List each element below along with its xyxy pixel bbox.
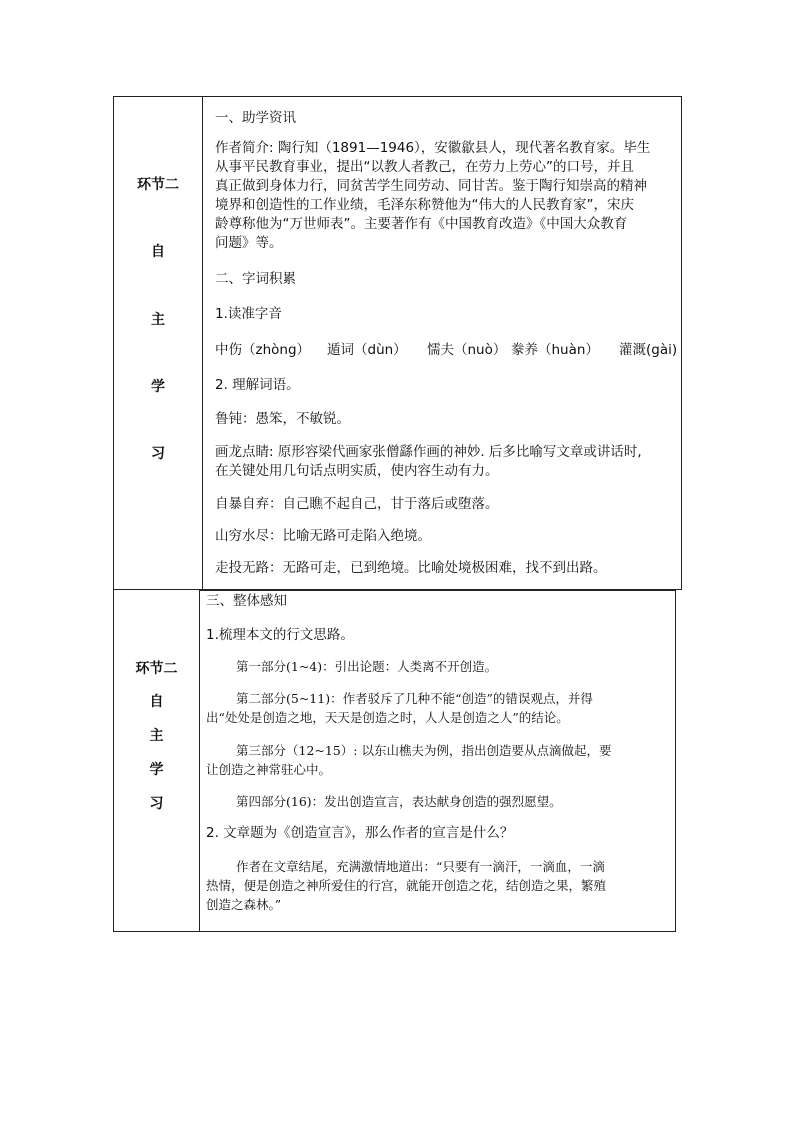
sub-heading-pronunciation: 1.读准字音 xyxy=(215,306,282,322)
structure-part: 第四部分(16)：发出创造宣言，表达献身创造的强烈愿望。 xyxy=(236,794,562,809)
author-intro-line: 从事平民教育事业，提出“以教人者教己，在劳力上劳心”的口号，并且 xyxy=(215,159,634,175)
pinyin-row xyxy=(215,341,678,359)
pinyin-item: 懦夫（nuò） xyxy=(427,342,507,358)
heading-overall-perception: 三、整体感知 xyxy=(206,593,287,609)
author-intro-line: 真正做到身体力行，同贫苦学生同劳动、同甘苦。鉴于陶行知崇高的精神 xyxy=(215,178,647,194)
side-label-char: 主 xyxy=(149,728,164,744)
side-label-char: 主 xyxy=(151,312,165,328)
section1-side-column xyxy=(114,97,203,589)
side-label-char: 学 xyxy=(149,762,164,778)
vocab-entry: 画龙点睛: 原形容梁代画家张僧繇作画的神妙. 后多比喻写文章或讲话时, xyxy=(215,444,642,460)
structure-part: 出“处处是创造之地，天天是创造之时，人人是创造之人”的结论。 xyxy=(206,710,569,725)
section2-table xyxy=(113,590,676,932)
pinyin-item: 中伤（zhòng） xyxy=(215,342,311,358)
section1-content xyxy=(203,97,681,589)
section2-side-column xyxy=(114,590,200,931)
heading-vocabulary: 二、字词积累 xyxy=(215,271,296,287)
author-intro-line: 龄尊称他为“万世师表”。主要著作有《中国教育改造》《中国大众教育 xyxy=(215,216,628,232)
answer-line: 热情，便是创造之神所爱住的行宫，就能开创造之花，结创造之果，繁殖 xyxy=(206,878,607,893)
vocab-entry: 走投无路：无路可走，已到绝境。比喻处境极困难，找不到出路。 xyxy=(215,560,607,576)
pinyin-item: 灌溉(gài) xyxy=(619,342,678,358)
heading-study-info: 一、助学资讯 xyxy=(215,110,296,126)
side-label-char: 学 xyxy=(151,379,165,395)
side-label-char: 习 xyxy=(149,796,164,812)
vocab-entry: 在关键处用几句话点明实质，使内容生动有力。 xyxy=(215,463,499,479)
side-label-stage: 环节二 xyxy=(137,177,179,193)
side-label-char: 自 xyxy=(151,244,165,260)
side-label-char: 自 xyxy=(149,694,164,710)
structure-part: 第二部分(5~11)：作者驳斥了几种不能“创造”的错误观点，并得 xyxy=(236,691,593,706)
section1-table xyxy=(113,96,682,590)
author-intro-line: 境界和创造性的工作业绩，毛泽东称赞他为“伟大的人民教育家”，宋庆 xyxy=(215,197,634,213)
question-1: 1.梳理本文的行文思路。 xyxy=(206,627,354,643)
pinyin-item: 豢养（huàn） xyxy=(511,342,599,358)
question-2: 2. 文章题为《创造宣言》，那么作者的宣言是什么？ xyxy=(206,825,514,841)
sub-heading-understand-words: 2. 理解词语。 xyxy=(215,377,300,393)
structure-part: 第三部分（12~15）: 以东山樵夫为例，指出创造要从点滴做起，要 xyxy=(236,743,612,758)
side-label-char: 习 xyxy=(151,446,165,462)
pinyin-item: 遁词（dùn） xyxy=(327,342,407,358)
structure-part: 让创造之神常驻心中。 xyxy=(206,762,332,777)
structure-part: 第一部分(1~4)：引出论题：人类离不开创造。 xyxy=(236,659,498,674)
vocab-entry: 自暴自弃：自己瞧不起自己，甘于落后或堕落。 xyxy=(215,496,499,512)
author-intro-line: 问题》等。 xyxy=(215,235,283,251)
answer-line: 作者在文章结尾，充满激情地道出：“只要有一滴汗，一滴血，一滴 xyxy=(236,859,605,874)
vocab-entry: 山穷水尽：比喻无路可走陷入绝境。 xyxy=(215,528,431,544)
answer-line: 创造之森林。” xyxy=(206,897,282,912)
side-label-stage: 环节二 xyxy=(135,661,178,677)
vocab-entry: 鲁钝：愚笨，不敏锐。 xyxy=(215,411,350,427)
section2-content xyxy=(200,590,675,931)
author-intro-line: 作者简介: 陶行知（1891—1946），安徽歙县人，现代著名教育家。毕生 xyxy=(215,140,651,156)
